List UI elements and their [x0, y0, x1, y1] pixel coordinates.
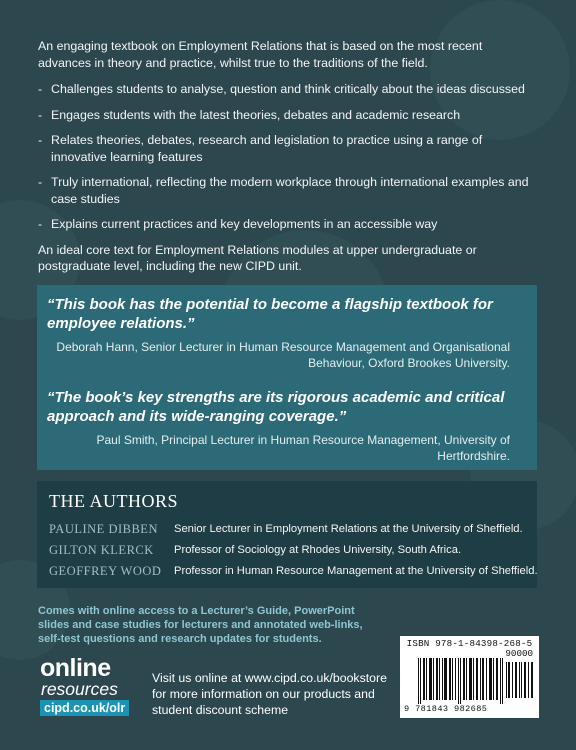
authors-panel: [37, 481, 537, 588]
intro-section: [38, 38, 538, 285]
endorsement-quote: “The book’s key strengths are its rigorous academic and critical approach and its wide-ranging coverage.”: [47, 389, 505, 425]
isbn-barcode: [400, 636, 539, 718]
author-row: [49, 564, 538, 579]
intro-lead: An engaging textbook on Employment Relations that is based on the most recent advances in theory and practice, whilst true to the traditions of the field.: [38, 39, 483, 70]
logo-online-text: online: [40, 654, 111, 682]
feature-text: Challenges students to analyse, question and think critically about the ideas discussed: [51, 82, 525, 96]
feature-text: Truly international, reflecting the modern workplace through international examples and case studies: [51, 175, 529, 206]
bullet-marker: -: [38, 107, 43, 122]
author-row: [49, 522, 525, 537]
endorsement-attribution: Deborah Hann, Senior Lecturer in Human Resource Management and Organisational Behaviour, Oxford Brookes University.: [56, 340, 510, 370]
endorsement-quote: “This book has the potential to become a flagship textbook for employee relations.”: [47, 296, 493, 332]
logo-url-badge[interactable]: cipd.co.uk/olr: [40, 700, 129, 716]
authors-heading: THE AUTHORS: [49, 491, 179, 511]
barcode-bars: [418, 658, 503, 704]
bullet-marker: -: [38, 82, 43, 96]
author-description: Senior Lecturer in Employment Relations at the University of Sheffield.: [174, 523, 523, 535]
logo-resources-text: resources: [41, 679, 118, 699]
isbn-text: ISBN 978-1-84398-268-5: [406, 638, 533, 649]
feature-text: Explains current practices and key developments in an accessible way: [51, 217, 438, 231]
bullet-marker: -: [38, 175, 43, 189]
feature-list: [38, 81, 538, 233]
feature-text: Engages students with the latest theories, debates and academic research: [51, 107, 461, 122]
author-name: GILTON KLERCK: [49, 543, 154, 557]
author-name: PAULINE DIBBEN: [49, 522, 158, 536]
feature-item: [38, 216, 538, 233]
barcode-addon-bars: [506, 658, 534, 698]
price-code: 90000: [505, 648, 533, 659]
bullet-marker: -: [38, 133, 43, 147]
feature-text: Relates theories, debates, research and legislation to practice using a range of innovative learning features: [51, 133, 483, 164]
bullet-marker: -: [38, 217, 43, 231]
online-resources-logo: [40, 656, 136, 717]
ean-number: 9 781843 982685: [404, 704, 488, 714]
feature-item: [38, 81, 538, 98]
feature-item: [38, 174, 538, 207]
author-name: GEOFFREY WOOD: [49, 564, 162, 578]
feature-item: [38, 132, 538, 165]
visit-website-text: Visit us online at www.cipd.co.uk/bookstore for more information on our products and student discount scheme: [152, 671, 387, 717]
author-description: Professor of Sociology at Rhodes University, South Africa.: [174, 544, 462, 556]
intro-closing: An ideal core text for Employment Relations modules at upper undergraduate or postgraduate level, including the new CIPD unit.: [38, 242, 477, 273]
author-description: Professor in Human Resource Management at the University of Sheffield.: [174, 565, 538, 577]
online-access-note: Comes with online access to a Lecturer’s Guide, PowerPoint slides and case studies for lecturers and annotated web-links, self-test questions and research updates for students.: [38, 605, 363, 645]
endorsement-panel: [37, 285, 537, 470]
author-row: [49, 543, 525, 558]
endorsement-attribution: Paul Smith, Principal Lecturer in Human Resource Management, University of Hertfordshire.: [96, 433, 510, 463]
feature-item: [38, 107, 538, 124]
